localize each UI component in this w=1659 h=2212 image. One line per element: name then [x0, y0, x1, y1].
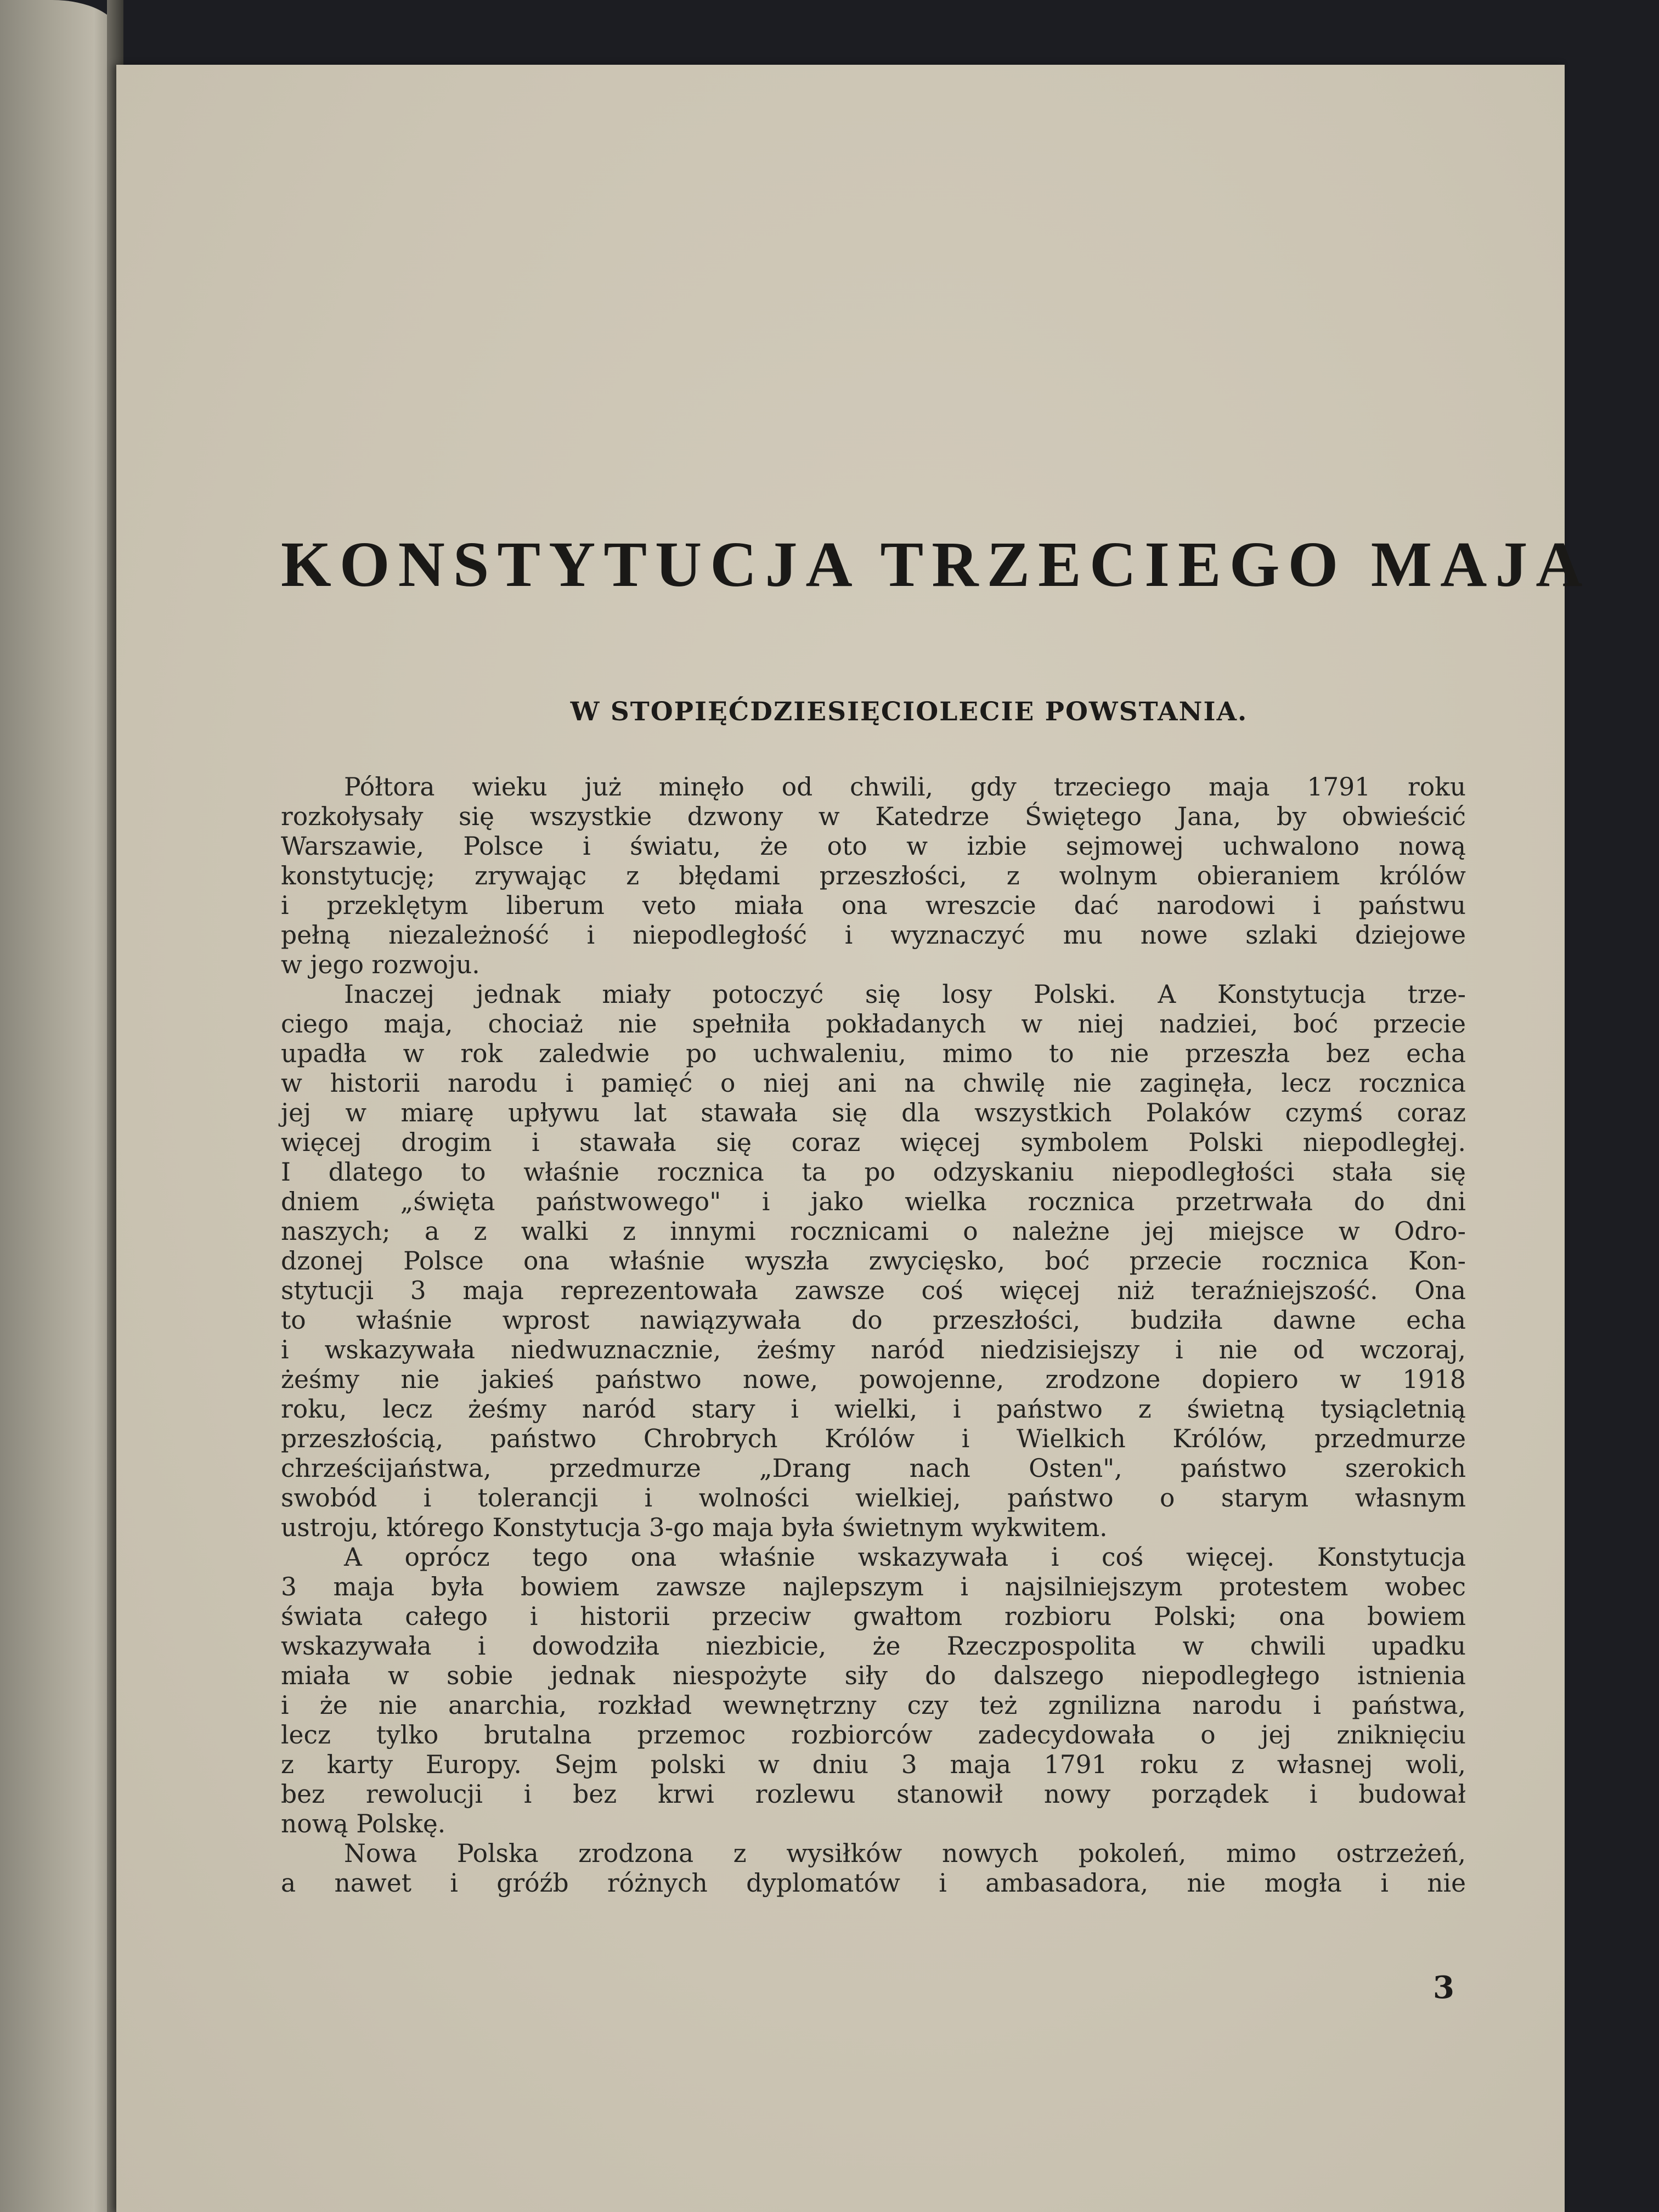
text-line: żeśmy nie jakieś państwo nowe, powojenne, zrodzone dopiero w 1918 — [281, 1365, 1466, 1394]
page-title: KONSTYTUCJA TRZECIEGO MAJA — [281, 528, 1591, 600]
article-body — [281, 772, 1466, 1898]
text-line: i wskazywała niedwuznacznie, żeśmy naród niedzisiejszy i nie od wczoraj, — [281, 1335, 1466, 1364]
text-line: w historii narodu i pamięć o niej ani na chwilę nie zaginęła, lecz rocznica — [281, 1069, 1466, 1098]
text-line: Nowa Polska zrodzona z wysiłków nowych pokoleń, mimo ostrzeżeń, — [344, 1839, 1466, 1868]
text-line: i przeklętym liberum veto miała ona wreszcie dać narodowi i państwu — [281, 891, 1466, 920]
page-number: 3 — [1433, 1970, 1454, 2006]
text-line: z karty Europy. Sejm polski w dniu 3 maja 1791 roku z własnej woli, — [281, 1750, 1466, 1779]
text-line: wskazywała i dowodziła niezbicie, że Rzeczpospolita w chwili upadku — [281, 1632, 1466, 1661]
text-line: jej w miarę upływu lat stawała się dla wszystkich Polaków czymś coraz — [281, 1098, 1466, 1127]
book-page — [116, 65, 1591, 2212]
text-line: swobód i tolerancji i wolności wielkiej, państwo o starym własnym — [281, 1483, 1466, 1513]
text-line: rozkołysały się wszystkie dzwony w Katedrze Świętego Jana, by obwieścić — [281, 802, 1466, 831]
text-line: 3 maja była bowiem zawsze najlepszym i najsilniejszym protestem wobec — [281, 1572, 1466, 1601]
text-line: lecz tylko brutalna przemoc rozbiorców zadecydowała o jej zniknięciu — [281, 1720, 1466, 1750]
text-line: Warszawie, Polsce i światu, że oto w izbie sejmowej uchwalono nową — [281, 832, 1466, 861]
text-line: w jego rozwoju. — [281, 950, 480, 979]
text-line: Inaczej jednak miały potoczyć się losy Polski. A Konstytucja trze- — [344, 980, 1466, 1009]
text-line: i że nie anarchia, rozkład wewnętrzny czy też zgnilizna narodu i państwa, — [281, 1691, 1466, 1720]
text-line: A oprócz tego ona właśnie wskazywała i coś więcej. Konstytucja — [344, 1543, 1466, 1572]
text-line: stytucji 3 maja reprezentowała zawsze coś więcej niż teraźniejszość. Ona — [281, 1276, 1466, 1305]
text-line: upadła w rok zaledwie po uchwaleniu, mimo to nie przeszła bez echa — [281, 1039, 1466, 1068]
text-line: dzonej Polsce ona właśnie wyszła zwycięsko, boć przecie rocznica Kon- — [281, 1246, 1466, 1276]
text-line: świata całego i historii przeciw gwałtom rozbioru Polski; ona bowiem — [281, 1602, 1466, 1631]
text-line: to właśnie wprost nawiązywała do przeszłości, budziła dawne echa — [281, 1306, 1466, 1335]
text-line: I dlatego to właśnie rocznica ta po odzyskaniu niepodległości stała się — [281, 1158, 1466, 1187]
text-line: ustroju, którego Konstytucja 3-go maja była świetnym wykwitem. — [281, 1513, 1108, 1542]
text-line: Półtora wieku już minęło od chwili, gdy trzeciego maja 1791 roku — [344, 772, 1466, 802]
text-line: więcej drogim i stawała się coraz więcej symbolem Polski niepodległej. — [281, 1128, 1466, 1157]
text-line: chrześcijaństwa, przedmurze „Drang nach Osten", państwo szerokich — [281, 1454, 1466, 1483]
text-line: miała w sobie jednak niespożyte siły do dalszego niepodległego istnienia — [281, 1661, 1466, 1690]
previous-page-edge — [0, 0, 118, 2212]
text-line: ciego maja, chociaż nie spełniła pokładanych w niej nadziei, boć przecie — [281, 1009, 1466, 1039]
text-line: przeszłością, państwo Chrobrych Królów i Wielkich Królów, przedmurze — [281, 1424, 1466, 1453]
text-line: pełną niezależność i niepodległość i wyznaczyć mu nowe szlaki dziejowe — [281, 921, 1466, 950]
text-line: a nawet i gróźb różnych dyplomatów i ambasadora, nie mogła i nie — [281, 1869, 1466, 1898]
text-line: nową Polskę. — [281, 1809, 446, 1838]
text-line: bez rewolucji i bez krwi rozlewu stanowił nowy porządek i budował — [281, 1780, 1466, 1809]
text-line: konstytucję; zrywając z błędami przeszłości, z wolnym obieraniem królów — [281, 861, 1466, 890]
text-line: naszych; a z walki z innymi rocznicami o należne jej miejsce w Odro- — [281, 1217, 1466, 1246]
text-line: roku, lecz żeśmy naród stary i wielki, i państwo z świetną tysiącletnią — [281, 1395, 1466, 1424]
text-line: dniem „święta państwowego" i jako wielka rocznica przetrwała do dni — [281, 1187, 1466, 1216]
page-subtitle: W STOPIĘĆDZIESIĘCIOLECIE POWSTANIA. — [570, 697, 1248, 727]
